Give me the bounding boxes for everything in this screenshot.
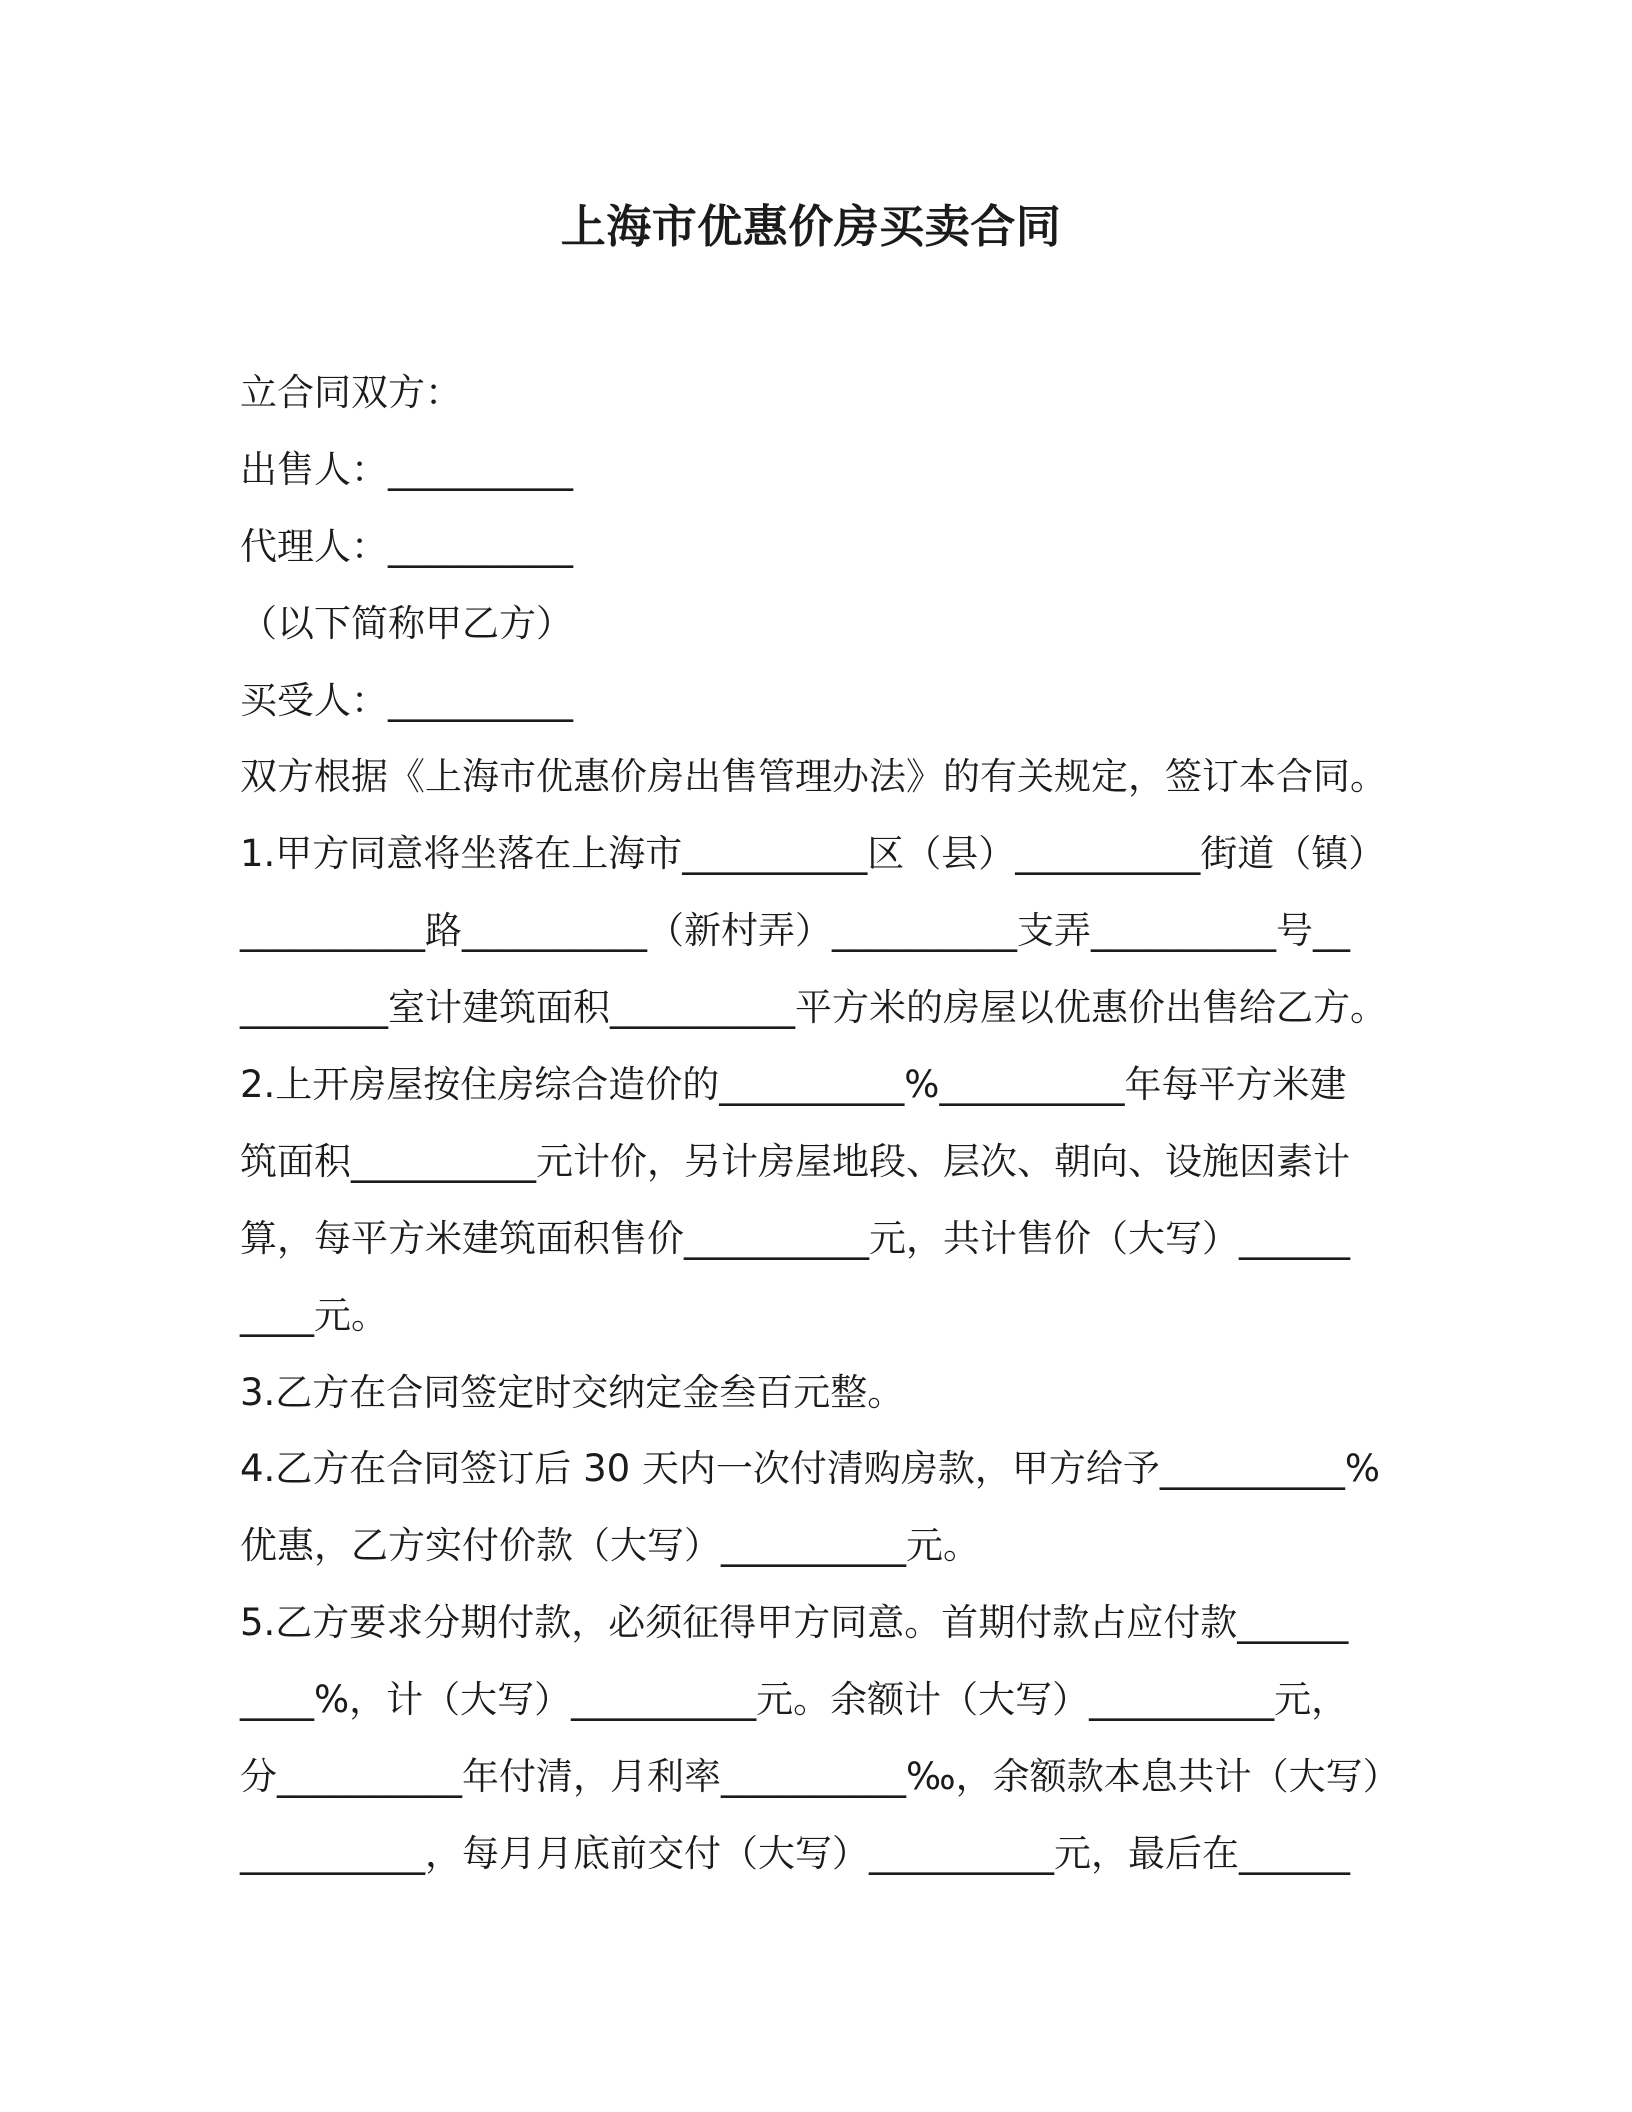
clause-5-line-3: 分__________年付清，月利率__________‰，余额款本息共计（大写） (240, 1755, 1400, 1799)
clause-2-line-1: 2.上开房屋按住房综合造价的__________%__________年每平方米建 (240, 1063, 1347, 1107)
clause-1-line-2: __________路__________（新村弄）__________支弄__________号__ (240, 909, 1350, 953)
seller-line: 出售人：__________ (240, 447, 573, 491)
clause-2-line-4: ____元。 (240, 1293, 388, 1337)
clause-5-line-2: ____%，计（大写）__________元。余额计（大写）__________元， (240, 1678, 1349, 1722)
clause-3-line-1: 3.乙方在合同签定时交纳定金叁百元整。 (240, 1370, 905, 1414)
clause-4-line-2: 优惠，乙方实付价款（大写）__________元。 (240, 1524, 980, 1568)
clause-5-line-1: 5.乙方要求分期付款，必须征得甲方同意。首期付款占应付款______ (240, 1601, 1349, 1645)
document-title: 上海市优惠价房买卖合同 (560, 200, 1062, 253)
clause-5-line-4: __________，每月月底前交付（大写）__________元，最后在______ (240, 1831, 1350, 1875)
parties-heading: 立合同双方： (240, 371, 462, 414)
clause-4-line-1: 4.乙方在合同签订后 30 天内一次付清购房款，甲方给予__________% (240, 1447, 1381, 1491)
preamble-line: 双方根据《上海市优惠价房出售管理办法》的有关规定，签订本合同。 (240, 755, 1387, 799)
clause-1-line-1: 1.甲方同意将坐落在上海市__________区（县）__________街道（镇） (240, 832, 1386, 876)
abbreviation-note: （以下简称甲乙方） (240, 601, 573, 645)
agent-line: 代理人：__________ (240, 524, 573, 568)
clause-1-line-3: ________室计建筑面积__________平方米的房屋以优惠价出售给乙方。 (240, 986, 1387, 1030)
clause-2-line-3: 算，每平方米建筑面积售价__________元，共计售价（大写）______ (240, 1216, 1350, 1260)
buyer-line: 买受人：__________ (240, 678, 573, 722)
clause-2-line-2: 筑面积__________元计价，另计房屋地段、层次、朝向、设施因素计 (240, 1139, 1350, 1183)
contract-body (240, 355, 1420, 1893)
